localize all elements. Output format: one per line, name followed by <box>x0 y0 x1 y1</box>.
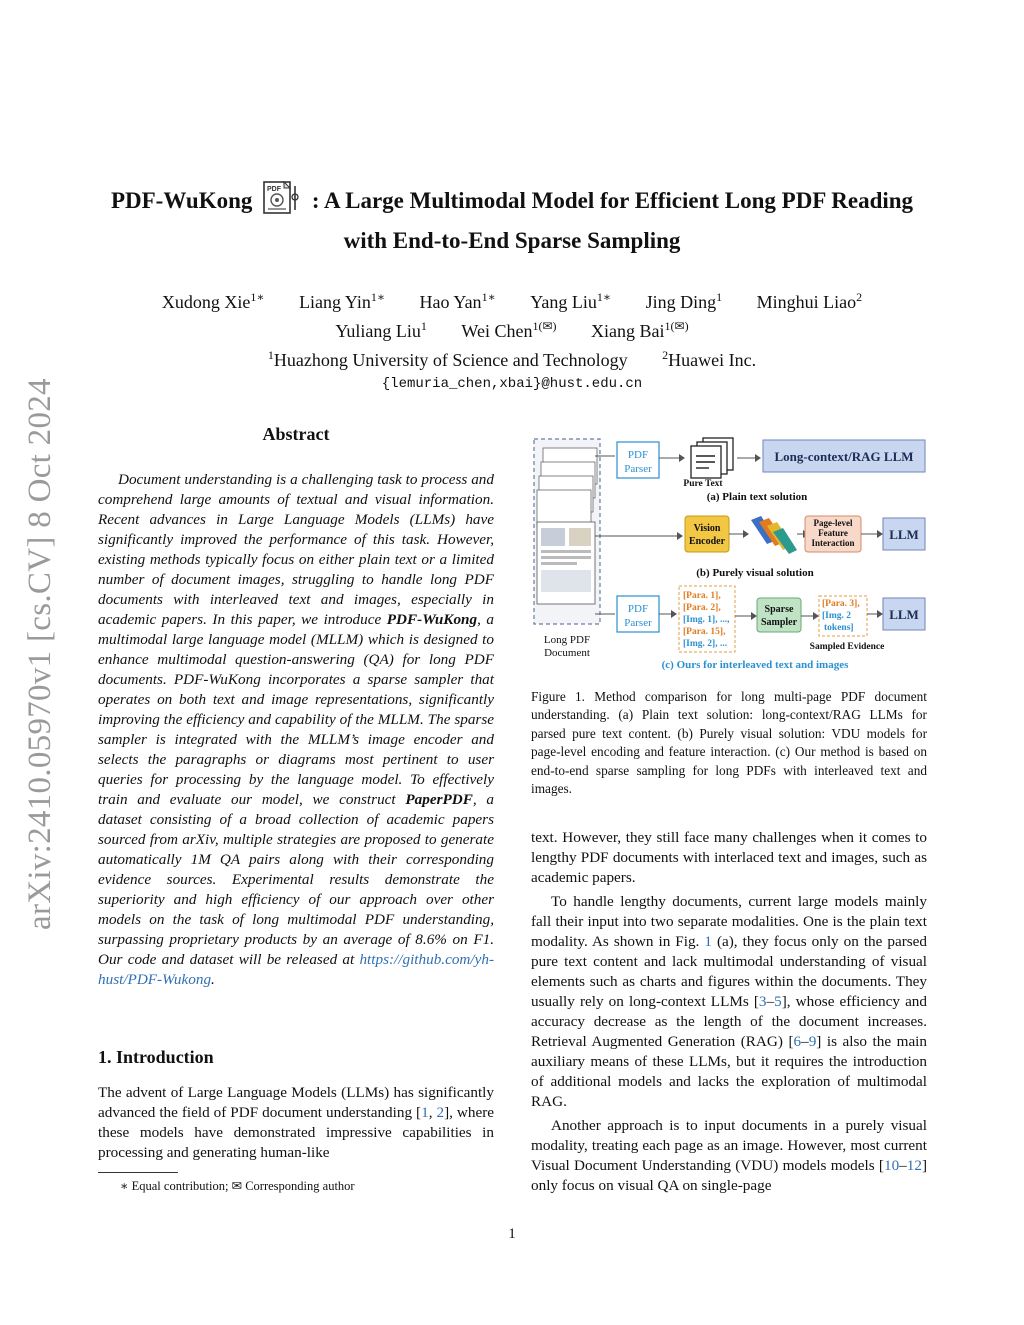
svg-text:Document: Document <box>544 647 590 659</box>
citation-link[interactable]: 1 <box>421 1104 429 1121</box>
pdf-document-logo-icon <box>262 180 302 224</box>
svg-text:Sparse: Sparse <box>764 604 794 615</box>
citation-link[interactable]: 10 <box>883 1157 900 1174</box>
mail-icon: ✉ <box>231 1179 243 1193</box>
svg-text:PDF: PDF <box>267 186 282 193</box>
footnote-divider <box>98 1172 178 1173</box>
author: Xudong Xie$^{1∗}$ <box>161 290 265 312</box>
figure-ref-link[interactable]: 1 <box>704 933 712 950</box>
svg-text:LLM: LLM <box>889 527 919 542</box>
citation-link[interactable]: 12 <box>906 1157 922 1174</box>
abstract-text: Document understanding is a challenging task to process and comprehend large amounts of textual and visual information. Recent advances in Large Language Models (LLMs) have significantly improved the performance of this task. However, existing methods typically focus on either plain text or a limited number of document images, struggling to handle long PDF documents with interleaved text and images, especially in academic papers. In this paper, we introduce PDF-WuKong, a multimodal large language model (MLLM) which is designed to enhance multimodal question-answering (QA) for long PDF documents. PDF-WuKong incorporates a sparse sampler that operates on both text and image representations, significantly improving the efficiency and capability of the MLLM. The sparse sampler is integrated with the MLLM’s image encoder and selects the paragraphs or diagrams most pertinent to user queries for processing by the language model. To effectively train and evaluate our model, we construct PaperPDF, a dataset consisting of a broad collection of academic papers sourced from arXiv, multiple strategies are proposed to generate automatically 1M QA pairs along with their corresponding evidence sources. Experimental results demonstrate the superiority and high efficiency of our approach over other models on the task of long multimodal PDF understanding, surpassing proprietary products by an average of 8.6% on F1. Our code and dataset will be released at https://github.com/yh-hust/PDF-Wukong. <box>98 471 495 988</box>
svg-text:Long PDF: Long PDF <box>543 634 591 646</box>
svg-text:LLM: LLM <box>889 607 919 622</box>
dataset-name-emphasis: PaperPDF <box>405 791 473 808</box>
title-line-2: with End-to-End Sparse Sampling <box>343 228 681 253</box>
page-number: 1 <box>508 1226 516 1242</box>
long-context-llm-box <box>763 440 925 472</box>
author: Yuliang Liu$^1$ <box>335 319 427 341</box>
paragraph: text. However, they still face many challenges when it comes to lengthy PDF documents with interlaced text and images, such as academic papers. <box>531 829 927 886</box>
svg-text:tokens]: tokens] <box>824 623 854 633</box>
section-heading: 1. Introduction <box>98 1047 214 1067</box>
svg-text:Vision: Vision <box>693 523 721 534</box>
llm-box-c <box>883 598 925 630</box>
affiliation: $^1$Huazhong University of Science and Technology <box>267 348 628 370</box>
citation-link[interactable]: 5 <box>774 993 782 1010</box>
pdf-parser-a <box>617 442 659 478</box>
svg-text:[Img. 1], ...,: [Img. 1], ..., <box>683 615 730 625</box>
intro-paragraph: The advent of Large Language Models (LLMs) has significantly advanced the field of PDF document understanding [1, 2], where these models have demonstrated impressive capabilities in processing and generating human-like <box>98 1084 494 1161</box>
svg-text:Interaction: Interaction <box>811 538 855 548</box>
svg-text:Long-context/RAG LLM: Long-context/RAG LLM <box>774 449 914 464</box>
vision-encoder-box <box>685 516 729 552</box>
svg-text:(b) Purely visual solution: (b) Purely visual solution <box>696 567 814 579</box>
svg-text:[Para. 3],: [Para. 3], <box>822 599 860 609</box>
parsed-content-list <box>679 586 735 652</box>
long-pdf-document-stack <box>534 439 600 659</box>
figure-caption: Figure 1. Method comparison for long multi-page PDF document understanding. (a) Plain text solution: long-context/RAG LLMs for parsed pure text content. (b) Purely visual solution: VDU models for page-level encoding and feature interaction. (c) Our method is based on end-to-end sparse sampling for long PDFs with interleaved text and images. <box>531 689 927 797</box>
svg-text:Feature: Feature <box>818 528 848 538</box>
svg-text:[Img. 2: [Img. 2 <box>822 611 852 621</box>
svg-text:Parser: Parser <box>624 617 652 629</box>
author: Minghui Liao$^2$ <box>756 290 863 312</box>
title-model-name: PDF-WuKong <box>110 188 253 213</box>
author-row-1 <box>60 285 964 314</box>
svg-text:Page-level: Page-level <box>813 518 853 528</box>
affiliations <box>60 343 964 372</box>
author: Yang Liu$^{1∗}$ <box>530 290 612 312</box>
paper-title <box>60 180 964 256</box>
title-rest: : A Large Multimodal Model for Efficient Long PDF Reading <box>311 188 914 213</box>
svg-text:PDF: PDF <box>627 603 649 615</box>
svg-text:Sampled Evidence: Sampled Evidence <box>809 642 885 652</box>
svg-text:Pure Text: Pure Text <box>683 479 723 489</box>
affiliation: $^2$Huawei Inc. <box>662 348 757 370</box>
abstract-heading: Abstract <box>262 424 330 444</box>
svg-text:Encoder: Encoder <box>688 536 726 547</box>
footnote: ∗ Equal contribution; ✉ Corresponding author <box>120 1179 355 1193</box>
author: Xiang Bai$^{1(✉)}$ <box>591 319 689 341</box>
svg-text:PDF: PDF <box>627 449 649 461</box>
citation-link[interactable]: 3 <box>758 993 767 1010</box>
method-figure <box>533 436 933 676</box>
arxiv-identifier: arXiv:2410.05970v1 [cs.CV] 8 Oct 2024 <box>22 378 58 930</box>
citation-link[interactable]: 9 <box>808 1033 817 1050</box>
svg-text:Sampler: Sampler <box>760 617 798 628</box>
sampled-evidence-list <box>819 596 867 636</box>
svg-text:(a) Plain text solution: (a) Plain text solution <box>706 491 808 503</box>
feature-tokens-icon <box>751 516 797 554</box>
author: Hao Yan$^{1∗}$ <box>419 290 496 312</box>
author: Wei Chen$^{1(✉)}$ <box>461 319 557 341</box>
svg-text:[Img. 2], ...: [Img. 2], ... <box>683 639 728 649</box>
email: {lemuria_chen,xbai}@hust.edu.cn <box>381 376 643 392</box>
intro-continued <box>531 828 927 1196</box>
page-level-interaction-box <box>805 516 861 552</box>
model-name-emphasis: PDF-WuKong <box>386 611 478 628</box>
svg-text:[Para. 15],: [Para. 15], <box>683 627 726 637</box>
pdf-parser-c <box>617 596 659 632</box>
svg-text:Parser: Parser <box>624 463 652 475</box>
author-row-2 <box>60 314 964 343</box>
sparse-sampler-box <box>757 598 801 632</box>
author-block <box>60 285 964 396</box>
paragraph: Another approach is to input documents in a purely visual modality, treating each page as an image. However, most current Visual Document Understanding (VDU) models models [10–12] only focus on visual QA on single-page <box>531 1117 927 1194</box>
paragraph: To handle lengthy documents, current large models mainly fall their input into two separate modalities. One is the plain text modality. As shown in Fig. 1 (a), they focus only on the parsed pure text content and lack multimodal understanding of visual elements such as charts and figures within the documents. They usually rely on long-context LLMs [3–5], whose efficiency and accuracy decrease as the length of the document increases. Retrieval Augmented Generation (RAG) [6–9] is also the main auxiliary means of these LLMs, but it requires the introduction of additional models and lacks the exploration of multimodal RAG. <box>531 893 928 1110</box>
code-link[interactable]: https://github.com/yh-hust/PDF-Wukong <box>98 951 494 988</box>
svg-text:[Para. 2],: [Para. 2], <box>683 603 721 613</box>
author: Jing Ding$^1$ <box>645 290 723 312</box>
llm-box-b <box>883 518 925 550</box>
citation-link[interactable]: 2 <box>436 1104 445 1121</box>
pure-text-pages-icon <box>691 438 733 478</box>
citation-link[interactable]: 6 <box>793 1033 802 1050</box>
author: Liang Yin$^{1∗}$ <box>299 290 386 312</box>
svg-text:[Para. 1],: [Para. 1], <box>683 591 721 601</box>
svg-text:(c) Ours for interleaved text: (c) Ours for interleaved text and images <box>661 659 849 671</box>
